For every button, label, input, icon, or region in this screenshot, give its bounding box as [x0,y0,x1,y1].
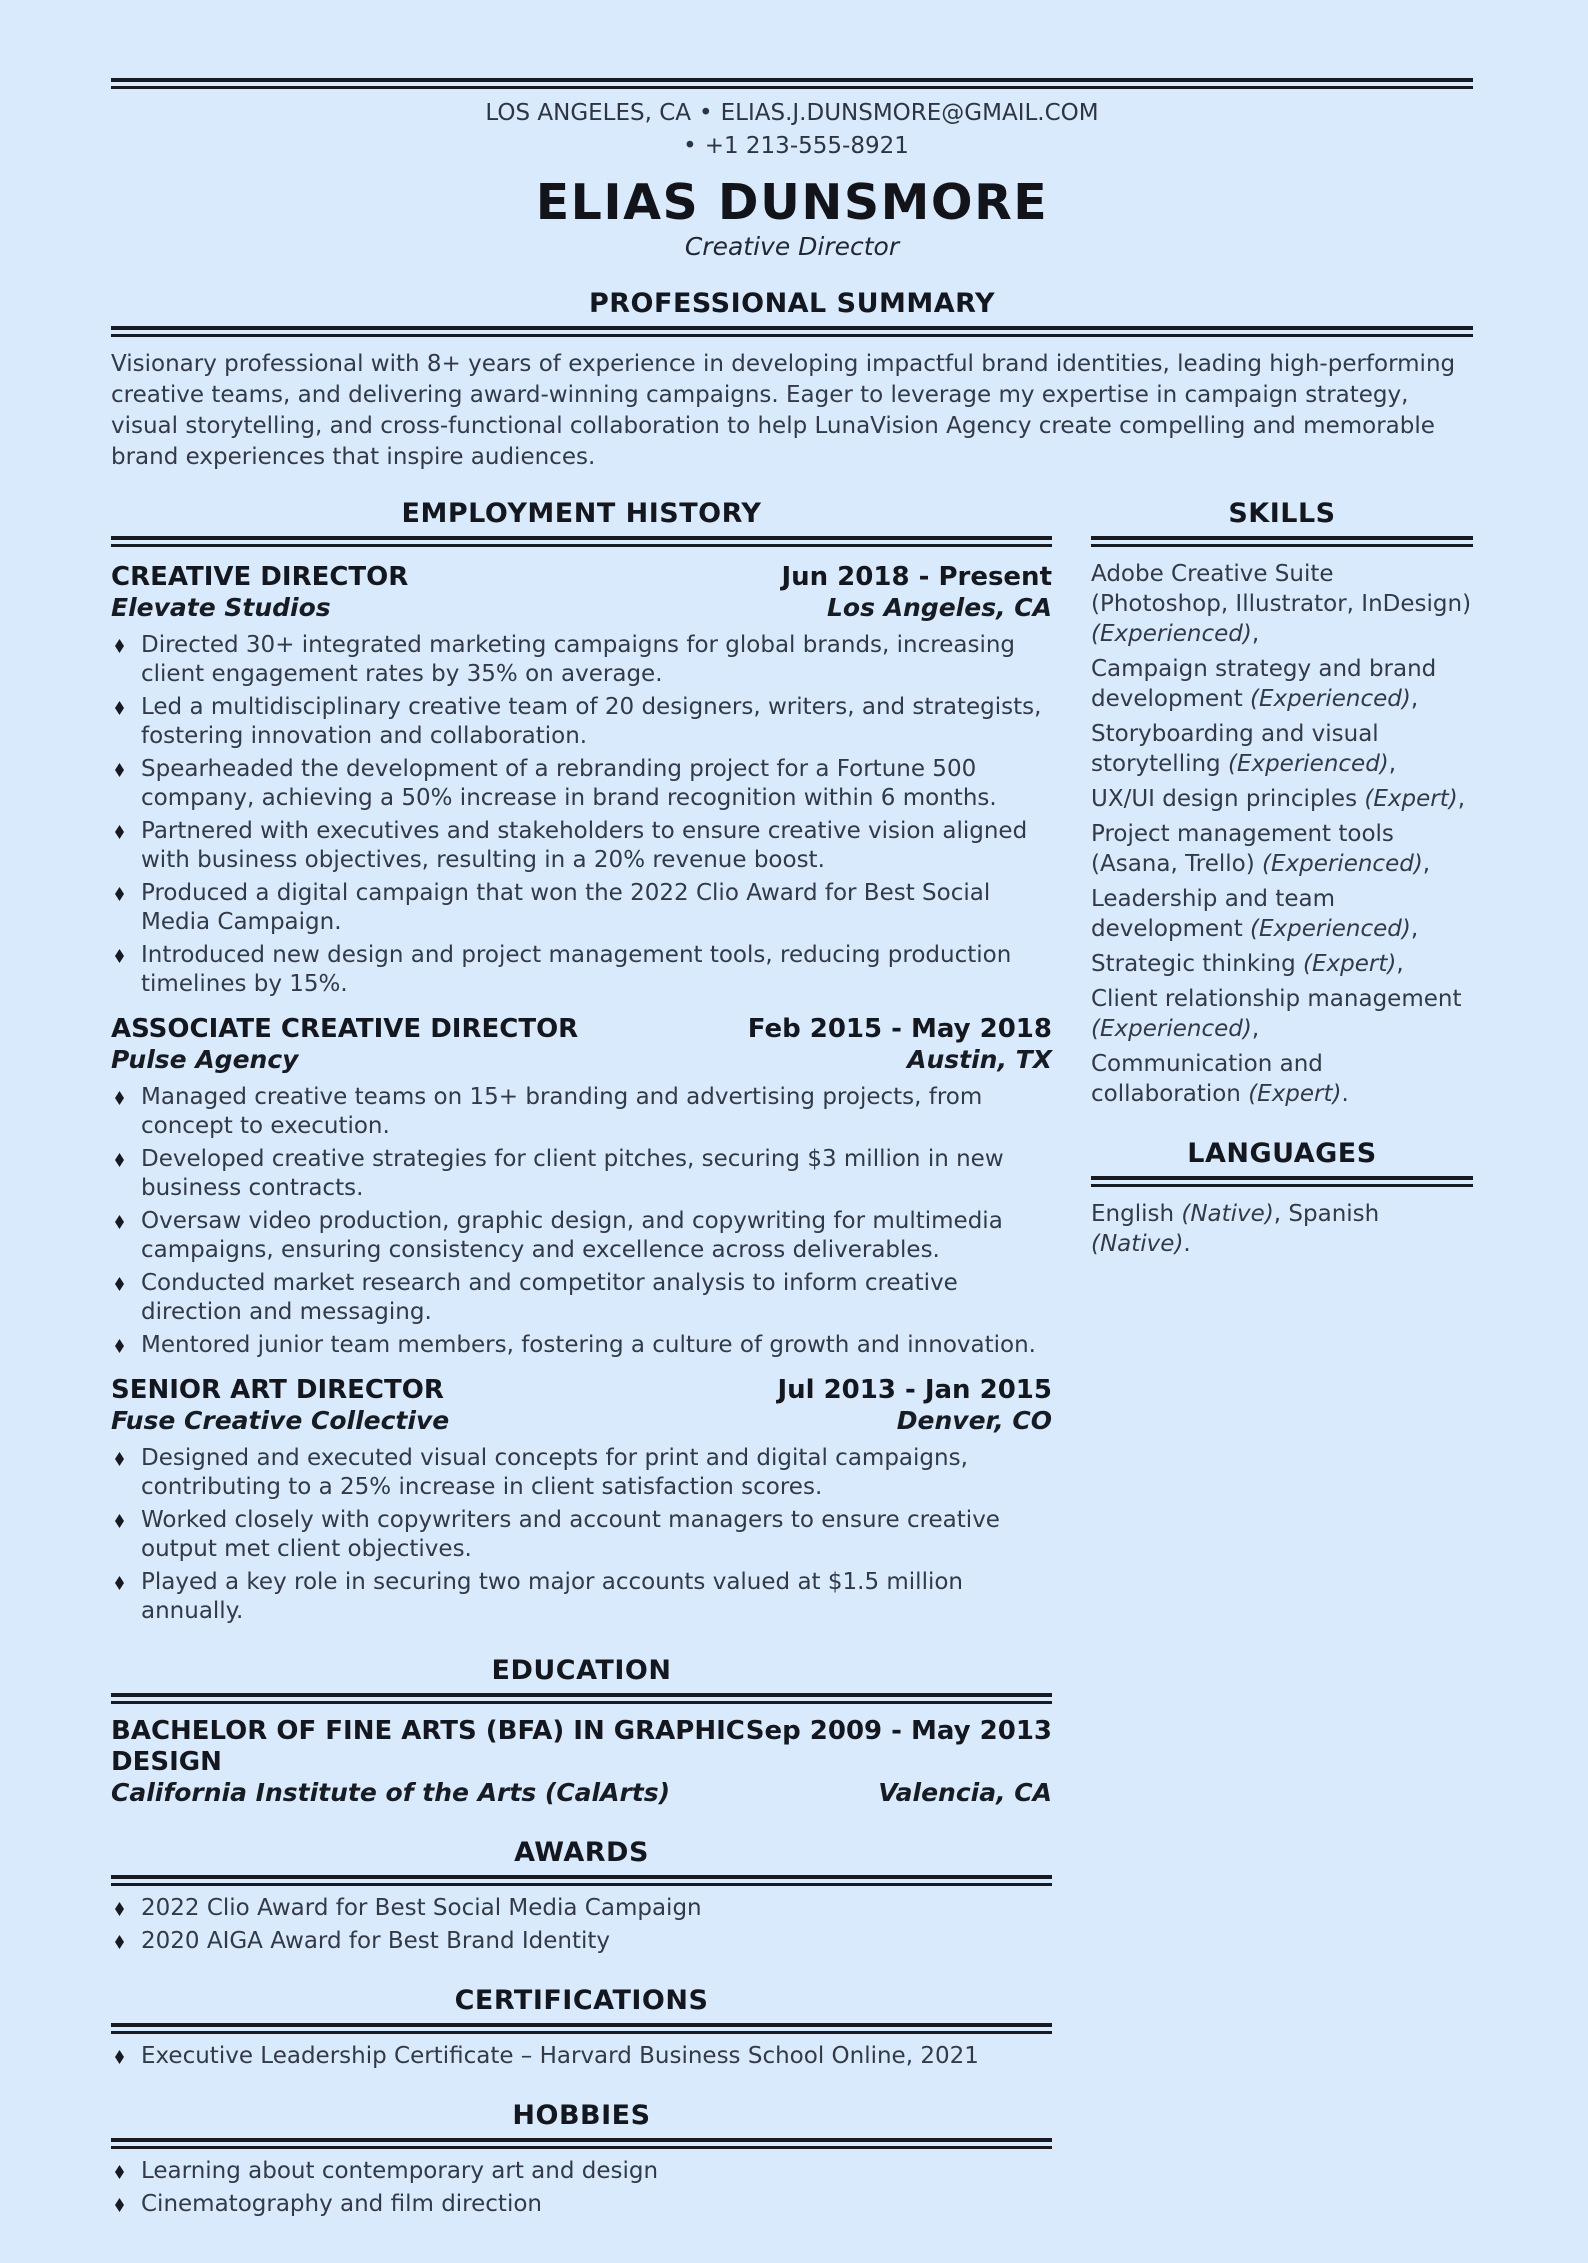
skill-level: (Experienced) [1227,751,1389,777]
bullet-item: Mentored junior team members, fostering a culture of growth and innovation. [111,1331,1052,1360]
skill-level: (Experienced) [1261,851,1423,877]
employment-rule [111,536,1052,547]
languages-heading: LANGUAGES [1187,1138,1377,1169]
job-title: ASSOCIATE CREATIVE DIRECTOR [111,1014,579,1044]
bullet-item: Led a multidisciplinary creative team of 20 designers, writers, and strategists, fostering innovation and collaboration. [111,693,1052,751]
job-entry [111,1013,1052,1360]
skill-level: (Expert) [1364,786,1458,812]
skill-level: (Expert) [1248,1081,1342,1107]
bullet-icon [115,639,124,653]
languages-line: English (Native), Spanish (Native). [1091,1201,1380,1257]
education-heading: EDUCATION [491,1655,672,1686]
job-entry [111,1374,1052,1626]
contact-location: LOS ANGELES, CA [485,100,692,126]
language-level: (Native) [1091,1231,1184,1257]
education-dates: Sep 2009 - May 2013 [745,1716,1052,1746]
skill-level: (Expert) [1303,951,1397,977]
school-name: California Institute of the Arts (CalArts) [111,1778,671,1807]
languages-rule [1091,1176,1473,1187]
top-rule [111,78,1473,89]
bullet-item: Spearheaded the development of a rebranding project for a Fortune 500 company, achieving a 50% increase in brand recognition within 6 months. [111,755,1052,813]
bullet-icon [115,1215,124,1229]
company-location: Denver, CO [896,1406,1052,1435]
bullet-item: Executive Leadership Certificate – Harvard Business School Online, 2021 [111,2042,1052,2071]
bullet-icon [115,1277,124,1291]
company-name: Pulse Agency [111,1045,299,1074]
contact-line-1 [111,97,1473,130]
job-bullet-list [111,631,1052,999]
bullet-item: Produced a digital campaign that won the 2022 Clio Award for Best Social Media Campaign. [111,879,1052,937]
bullet-icon [115,2050,124,2064]
bullet-item: 2022 Clio Award for Best Social Media Campaign [111,1894,1052,1923]
job-bullet-list [111,1083,1052,1360]
bullet-icon [115,1902,124,1916]
bullet-item: Directed 30+ integrated marketing campaigns for global brands, increasing client engagement rates by 35% on average. [111,631,1052,689]
bullet-icon [115,1153,124,1167]
awards-heading: AWARDS [514,1837,649,1868]
language-level: (Native) [1181,1201,1274,1227]
side-column [1091,497,1473,2223]
bullet-icon [115,825,124,839]
contact-email: ELIAS.J.DUNSMORE@GMAIL.COM [720,100,1099,126]
education-rule [111,1693,1052,1704]
job-entry [111,561,1052,999]
skill-level: (Experienced) [1091,621,1252,647]
skill-item: Storyboarding and visual storytelling (Experienced), [1091,721,1397,777]
summary-rule [111,326,1473,337]
skill-item: UX/UI design principles (Expert), [1091,786,1466,812]
page-title: ELIAS DUNSMORE [535,174,1049,231]
bullet-icon [115,949,124,963]
awards-list [111,1894,1052,1956]
bullet-item: Partnered with executives and stakeholders to ensure creative vision aligned with business objectives, resulting in a 20% revenue boost. [111,817,1052,875]
contact-block [111,97,1473,163]
education-entry [111,1716,1052,1808]
dot-separator-icon: • [699,100,713,126]
bullet-item: Cinematography and film direction [111,2190,1052,2219]
bullet-item: Introduced new design and project management tools, reducing production timelines by 15%. [111,941,1052,999]
bullet-item: Worked closely with copywriters and account managers to ensure creative output met client objectives. [111,1506,1052,1564]
job-dates: Jul 2013 - Jan 2015 [777,1375,1052,1405]
bullet-item: Developed creative strategies for client pitches, securing $3 million in new business contracts. [111,1145,1052,1203]
skill-item: Communication and collaboration (Expert). [1091,1051,1349,1107]
bullet-icon [115,1935,124,1949]
company-name: Fuse Creative Collective [111,1406,450,1435]
bullet-item: Designed and executed visual concepts for print and digital campaigns, contributing to a 25% increase in client satisfaction scores. [111,1444,1052,1502]
bullet-item: Conducted market research and competitor analysis to inform creative direction and messaging. [111,1269,1052,1327]
language-item: English [1091,1201,1182,1227]
job-role-subtitle: Creative Director [684,232,900,261]
job-dates: Jun 2018 - Present [781,562,1052,592]
hobbies-rule [111,2138,1052,2149]
employment-heading: EMPLOYMENT HISTORY [401,498,762,529]
bullet-icon [115,701,124,715]
bullet-icon [115,1091,124,1105]
contact-phone: +1 213-555-8921 [704,133,909,159]
bullet-item: Learning about contemporary art and design [111,2157,1052,2186]
summary-text: Visionary professional with 8+ years of experience in developing impactful brand identities, leading high-performing creative teams, and delivering award-winning campaigns. Eager to leverage my expertise in campaign strategy, visual storytelling, and cross-functional collaboration to help LunaVision Agency create compelling and memorable brand experiences that inspire audiences. [111,351,1456,470]
certifications-heading: CERTIFICATIONS [454,1985,709,2016]
company-location: Los Angeles, CA [827,593,1052,622]
bullet-item: Oversaw video production, graphic design, and copywriting for multimedia campaigns, ensuring consistency and excellence across deliverables. [111,1207,1052,1265]
company-name: Elevate Studios [111,593,331,622]
company-location: Austin, TX [907,1045,1052,1074]
awards-rule [111,1875,1052,1886]
main-column [111,497,1052,2223]
job-title: CREATIVE DIRECTOR [111,562,409,592]
hobbies-heading: HOBBIES [512,2100,651,2131]
contact-line-2 [111,130,1473,163]
job-bullet-list [111,1444,1052,1626]
degree-title: BACHELOR OF FINE ARTS (BFA) IN GRAPHIC DESIGN [111,1716,745,1777]
bullet-item: Managed creative teams on 15+ branding and advertising projects, from concept to execution. [111,1083,1052,1141]
skill-item: Project management tools (Asana, Trello) (Experienced), [1091,821,1431,877]
bullet-icon [115,763,124,777]
skill-item: Leadership and team development (Experienced), [1091,886,1419,942]
school-location: Valencia, CA [878,1778,1052,1807]
bullet-icon [115,1339,124,1353]
skill-level: (Experienced) [1250,686,1411,712]
bullet-icon [115,1514,124,1528]
hobbies-list [111,2157,1052,2219]
bullet-icon [115,2198,124,2212]
skill-item: Client relationship management (Experienced), [1091,986,1462,1042]
bullet-icon [115,1576,124,1590]
bullet-item: Played a key role in securing two major accounts valued at $1.5 million annually. [111,1568,1052,1626]
job-title: SENIOR ART DIRECTOR [111,1375,444,1405]
job-dates: Feb 2015 - May 2018 [747,1014,1052,1044]
certifications-rule [111,2023,1052,2034]
skills-heading: SKILLS [1228,498,1336,529]
skill-item: Strategic thinking (Expert), [1091,951,1404,977]
skill-item: Campaign strategy and brand development (Experienced), [1091,656,1437,712]
bullet-icon [115,1452,124,1466]
bullet-icon [115,2165,124,2179]
bullet-icon [115,887,124,901]
dot-separator-icon: • [683,133,697,159]
skill-level: (Experienced) [1091,1016,1252,1042]
skill-level: (Experienced) [1250,916,1411,942]
skills-list [1091,559,1473,1109]
skill-item: Adobe Creative Suite (Photoshop, Illustrator, InDesign) (Experienced), [1091,561,1472,647]
certifications-list [111,2042,1052,2071]
summary-heading: PROFESSIONAL SUMMARY [588,288,996,319]
language-item: Spanish [1288,1201,1380,1227]
two-column-layout [111,497,1473,2223]
bullet-item: 2020 AIGA Award for Best Brand Identity [111,1927,1052,1956]
skills-rule [1091,536,1473,547]
